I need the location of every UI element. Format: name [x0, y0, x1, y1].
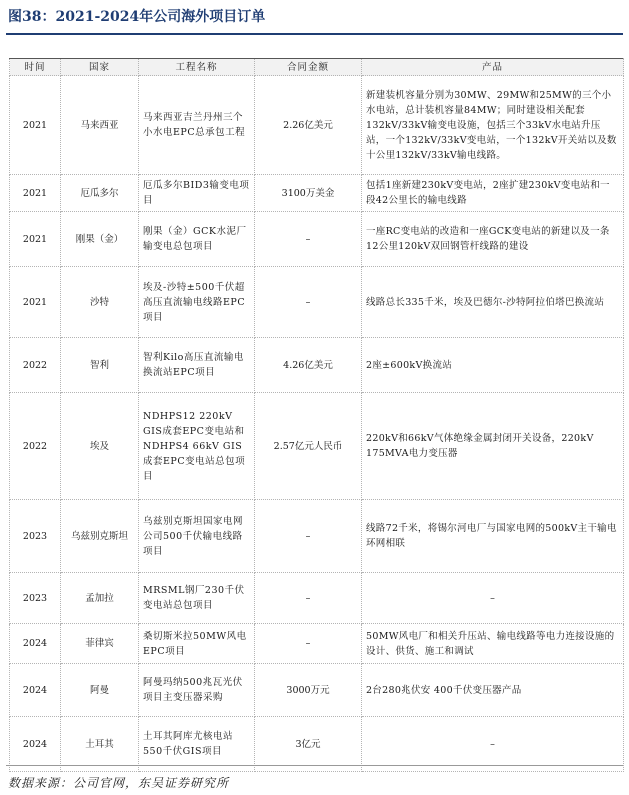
- cell-year: 2021: [10, 267, 61, 338]
- orders-table: [9, 58, 624, 772]
- cell-year: 2023: [10, 573, 61, 624]
- table-header-row: [10, 59, 624, 76]
- cell-year: 2024: [10, 624, 61, 664]
- cell-country: 阿曼: [61, 664, 139, 717]
- table-row: [10, 717, 624, 772]
- cell-amount: –: [255, 267, 362, 338]
- table-row: [10, 338, 624, 393]
- cell-country: 刚果（金）: [61, 212, 139, 267]
- cell-amount: 3100万美金: [255, 175, 362, 212]
- header-project: 工程名称: [139, 59, 255, 76]
- cell-country: 乌兹别克斯坦: [61, 500, 139, 573]
- table-row: [10, 212, 624, 267]
- table-row: [10, 175, 624, 212]
- cell-product: 包括1座新建230kV变电站，2座扩建230kV变电站和一段42公里长的输电线路: [362, 175, 624, 212]
- cell-country: 埃及: [61, 393, 139, 500]
- cell-product: 2座±600kV换流站: [362, 338, 624, 393]
- cell-country: 孟加拉: [61, 573, 139, 624]
- header-year: 时间: [10, 59, 61, 76]
- table-row: [10, 664, 624, 717]
- table-row: [10, 76, 624, 175]
- cell-year: 2022: [10, 338, 61, 393]
- header-product: 产品: [362, 59, 624, 76]
- table-row: [10, 624, 624, 664]
- cell-project: 土耳其阿库尤核电站550千伏GIS项目: [139, 717, 255, 772]
- cell-product: 一座RC变电站的改造和一座GCK变电站的新建以及一条12公里120kV双回钢管杆线路的建设: [362, 212, 624, 267]
- cell-country: 土耳其: [61, 717, 139, 772]
- cell-country: 智利: [61, 338, 139, 393]
- cell-amount: 3000万元: [255, 664, 362, 717]
- cell-year: 2021: [10, 175, 61, 212]
- cell-project: 阿曼玛纳500兆瓦光伏项目主变压器采购: [139, 664, 255, 717]
- cell-year: 2021: [10, 212, 61, 267]
- header-amount: 合同金额: [255, 59, 362, 76]
- cell-product: –: [362, 717, 624, 772]
- table-top-rule: [9, 58, 623, 59]
- cell-year: 2021: [10, 76, 61, 175]
- cell-project: 乌兹别克斯坦国家电网公司500千伏输电线路项目: [139, 500, 255, 573]
- cell-project: 埃及-沙特±500千伏超高压直流输电线路EPC项目: [139, 267, 255, 338]
- cell-product: –: [362, 573, 624, 624]
- cell-amount: 3亿元: [255, 717, 362, 772]
- cell-project: MRSML钢厂230千伏变电站总包项目: [139, 573, 255, 624]
- cell-project: 厄瓜多尔BID3输变电项目: [139, 175, 255, 212]
- cell-country: 菲律宾: [61, 624, 139, 664]
- cell-product: 220kV和66kV气体绝缘金属封闭开关设备，220kV 175MVA电力变压器: [362, 393, 624, 500]
- cell-year: 2023: [10, 500, 61, 573]
- cell-country: 马来西亚: [61, 76, 139, 175]
- cell-project: NDHPS12 220kV GIS成套EPC变电站和NDHPS4 66kV GIS成套EPC变电站总包项目: [139, 393, 255, 500]
- cell-project: 桑切斯米拉50MW风电EPC项目: [139, 624, 255, 664]
- figure-title: 图38：2021-2024年公司海外项目订单: [8, 9, 266, 25]
- cell-amount: 4.26亿美元: [255, 338, 362, 393]
- cell-product: 线路总长335千米，埃及巴德尔-沙特阿拉伯塔巴换流站: [362, 267, 624, 338]
- source-note: 数据来源：公司官网，东吴证券研究所: [8, 776, 230, 790]
- footer-rule: [6, 765, 623, 766]
- cell-amount: –: [255, 212, 362, 267]
- cell-amount: –: [255, 573, 362, 624]
- header-country: 国家: [61, 59, 139, 76]
- cell-amount: –: [255, 624, 362, 664]
- cell-country: 沙特: [61, 267, 139, 338]
- cell-year: 2024: [10, 717, 61, 772]
- cell-project: 智利Kilo高压直流输电换流站EPC项目: [139, 338, 255, 393]
- cell-product: 2台280兆伏安 400千伏变压器产品: [362, 664, 624, 717]
- cell-amount: –: [255, 500, 362, 573]
- cell-year: 2024: [10, 664, 61, 717]
- cell-amount: 2.57亿元人民币: [255, 393, 362, 500]
- cell-product: 线路72千米，将锡尔河电厂与国家电网的500kV主干输电环网相联: [362, 500, 624, 573]
- cell-product: 50MW风电厂和相关升压站、输电线路等电力连接设施的设计、供货、施工和调试: [362, 624, 624, 664]
- cell-country: 厄瓜多尔: [61, 175, 139, 212]
- table-row: [10, 573, 624, 624]
- cell-project: 马来西亚吉兰丹州三个小水电EPC总承包工程: [139, 76, 255, 175]
- title-rule: [6, 33, 623, 35]
- table-row: [10, 500, 624, 573]
- table-row: [10, 267, 624, 338]
- table-row: [10, 393, 624, 500]
- cell-amount: 2.26亿美元: [255, 76, 362, 175]
- cell-year: 2022: [10, 393, 61, 500]
- cell-project: 刚果（金）GCK水泥厂输变电总包项目: [139, 212, 255, 267]
- cell-product: 新建装机容量分别为30MW、29MW和25MW的三个小水电站，总计装机容量84MW；同时建设相关配套132kV/33kV输变电设施，包括三个33kV水电站升压站，一个132kV/33kV变电站，一个132kV开关站以及数十公里132kV/33kV输电线路。: [362, 76, 624, 175]
